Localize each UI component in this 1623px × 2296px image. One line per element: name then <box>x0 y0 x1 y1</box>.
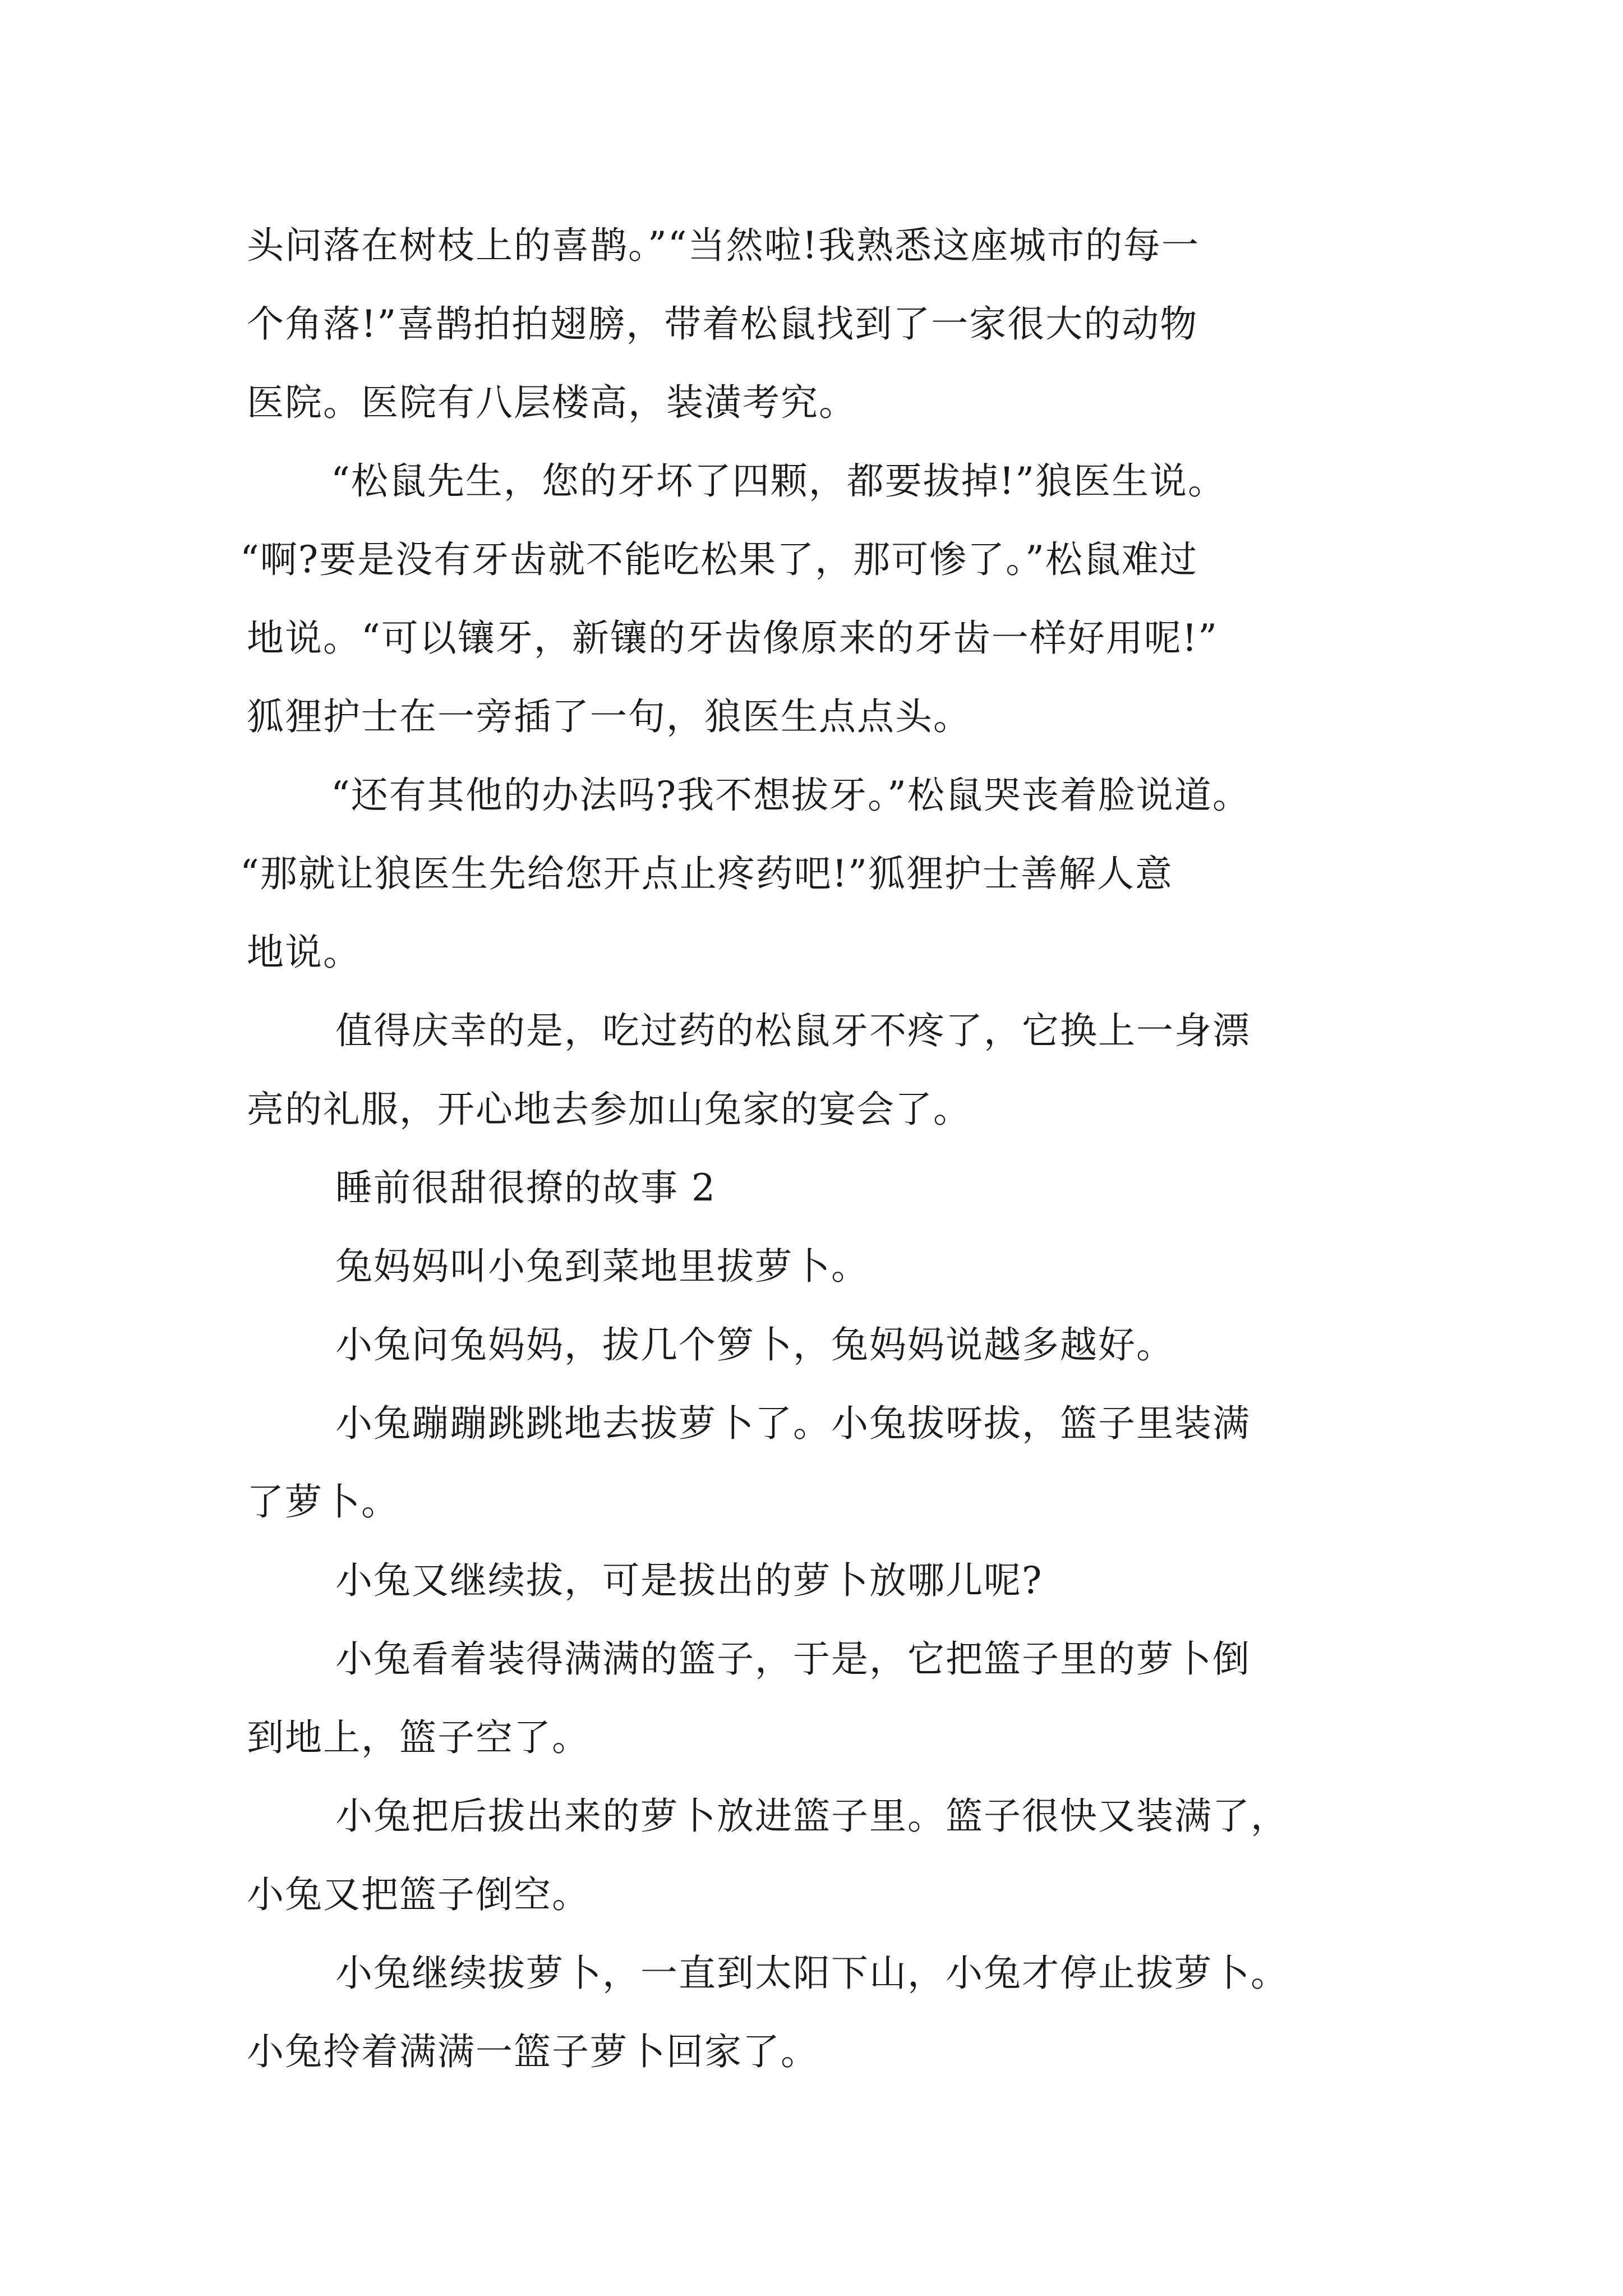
text-line: 医院。医院有八层楼高，装潢考究。 <box>247 381 857 424</box>
text-line: 地说。 <box>247 931 361 974</box>
text-line: 小兔又继续拔，可是拔出的萝卜放哪儿呢? <box>335 1559 1043 1602</box>
text-line: 小兔又把篮子倒空。 <box>247 1873 590 1916</box>
text-line: “那就让狼医生先给您开点止疼药吧!”狐狸护士善解人意 <box>240 852 1174 895</box>
document-body <box>240 206 1447 2091</box>
text-line: 小兔把后拔出来的萝卜放进篮子里。篮子很快又装满了， <box>335 1795 1289 1838</box>
text-line: 小兔看着装得满满的篮子，于是，它把篮子里的萝卜倒 <box>335 1637 1251 1681</box>
text-line: “啊?要是没有牙齿就不能吃松果了，那可惨了。”松鼠难过 <box>240 538 1198 581</box>
section-heading: 睡前很甜很撩的故事 2 <box>335 1166 716 1209</box>
text-line: 兔妈妈叫小兔到菜地里拔萝卜。 <box>335 1245 869 1288</box>
text-line: 小兔拎着满满一篮子萝卜回家了。 <box>247 2030 819 2073</box>
text-line: “还有其他的办法吗?我不想拔牙。”松鼠哭丧着脸说道。 <box>331 774 1251 817</box>
text-line: 值得庆幸的是，吃过药的松鼠牙不疼了，它换上一身漂 <box>335 1009 1251 1052</box>
text-line: “松鼠先生，您的牙坏了四颗，都要拔掉!”狼医生说。 <box>331 459 1227 503</box>
text-line: 头问落在树枝上的喜鹊。”“当然啦!我熟悉这座城市的每一 <box>247 224 1200 267</box>
text-line: 个角落!”喜鹊拍拍翅膀，带着松鼠找到了一家很大的动物 <box>247 302 1198 346</box>
text-line: 小兔问兔妈妈，拔几个箩卜，兔妈妈说越多越好。 <box>335 1323 1174 1366</box>
text-line: 地说。“可以镶牙，新镶的牙齿像原来的牙齿一样好用呢!” <box>247 616 1219 660</box>
text-line: 小兔蹦蹦跳跳地去拔萝卜了。小兔拔呀拔，篮子里装满 <box>335 1402 1251 1445</box>
text-line: 到地上，篮子空了。 <box>247 1716 590 1759</box>
text-line: 狐狸护士在一旁插了一句，狼医生点点头。 <box>247 695 971 738</box>
text-line: 了萝卜。 <box>247 1480 399 1524</box>
text-line: 亮的礼服，开心地去参加山兔家的宴会了。 <box>247 1088 971 1131</box>
text-line: 小兔继续拔萝卜，一直到太阳下山，小兔才停止拔萝卜。 <box>335 1952 1289 1995</box>
